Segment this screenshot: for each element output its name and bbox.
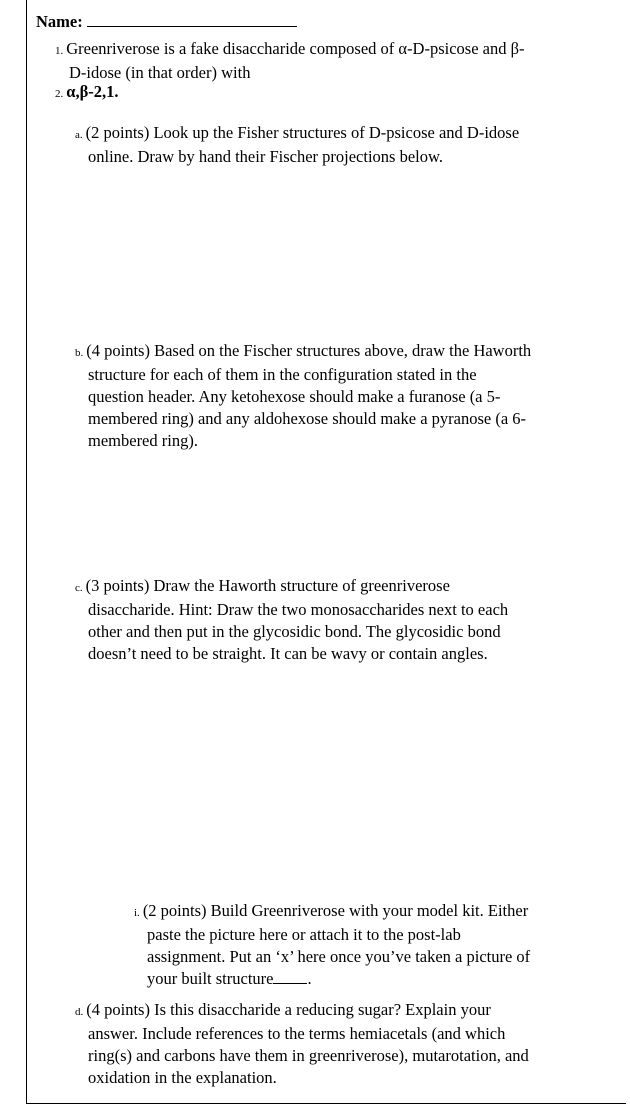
part-d [75, 999, 615, 1089]
q1-marker: 1. [55, 45, 64, 57]
part-a-answer-space[interactable] [80, 172, 600, 332]
picture-confirm-blank[interactable] [273, 971, 307, 984]
part-d-line-2: answer. Include references to the terms hemiacetals (and which [88, 1024, 506, 1043]
part-i-line-1: (2 points) Build Greenriverose with your model kit. Either [142, 901, 529, 920]
name-input-line[interactable] [87, 12, 297, 27]
part-b-line-4: membered ring) and any aldohexose should make a pyranose (a 6- [88, 409, 527, 428]
part-a-marker: a. [75, 129, 83, 141]
part-c-marker: c. [75, 582, 83, 594]
part-i [134, 900, 614, 990]
part-d-line-1: (4 points) Is this disaccharide a reducing sugar? Explain your [86, 1000, 491, 1019]
part-i-line-3: assignment. Put an ‘x’ here once you’ve taken a picture of [147, 947, 531, 966]
part-d-marker: d. [75, 1006, 84, 1018]
part-c-line-4: doesn’t need to be straight. It can be wavy or contain angles. [88, 644, 488, 663]
question-1 [55, 38, 615, 84]
part-i-line-4-period: . [307, 969, 312, 988]
part-b [75, 340, 615, 452]
part-c-line-1: (3 points) Draw the Haworth structure of greenriverose [85, 576, 450, 595]
part-b-marker: b. [75, 347, 84, 359]
name-label: Name: [36, 12, 83, 31]
part-b-line-1: (4 points) Based on the Fischer structures above, draw the Haworth [86, 341, 532, 360]
part-a [75, 122, 615, 168]
q2-text: α,β-2,1. [66, 82, 119, 101]
part-c-line-2: disaccharide. Hint: Draw the two monosaccharides next to each [88, 600, 509, 619]
part-d-line-3: ring(s) and carbons have them in greenriverose), mutarotation, and [88, 1046, 529, 1065]
part-c-line-3: other and then put in the glycosidic bond. The glycosidic bond [88, 622, 501, 641]
part-c [75, 575, 615, 665]
part-i-line-2: paste the picture here or attach it to the post-lab [147, 925, 461, 944]
part-d-line-4: oxidation in the explanation. [88, 1068, 277, 1087]
name-row [36, 11, 297, 33]
q1-line-1: Greenriverose is a fake disaccharide composed of α-D-psicose and β- [66, 39, 525, 58]
part-i-marker: i. [134, 907, 140, 919]
q1-line-2: D-idose (in that order) with [69, 63, 251, 82]
part-b-line-2: structure for each of them in the configuration stated in the [88, 365, 477, 384]
part-a-line-1: (2 points) Look up the Fisher structures of D-psicose and D-idose [85, 123, 520, 142]
question-2 [55, 81, 119, 105]
part-i-line-4 [134, 968, 614, 990]
part-a-line-2: online. Draw by hand their Fischer projections below. [88, 147, 443, 166]
part-b-answer-space[interactable] [80, 458, 600, 568]
part-b-line-3: question header. Any ketohexose should make a furanose (a 5- [88, 387, 501, 406]
part-c-answer-space[interactable] [80, 670, 600, 890]
q2-marker: 2. [55, 88, 64, 100]
part-i-line-4-text: your built structure [147, 969, 274, 988]
part-b-line-5: membered ring). [88, 431, 198, 450]
